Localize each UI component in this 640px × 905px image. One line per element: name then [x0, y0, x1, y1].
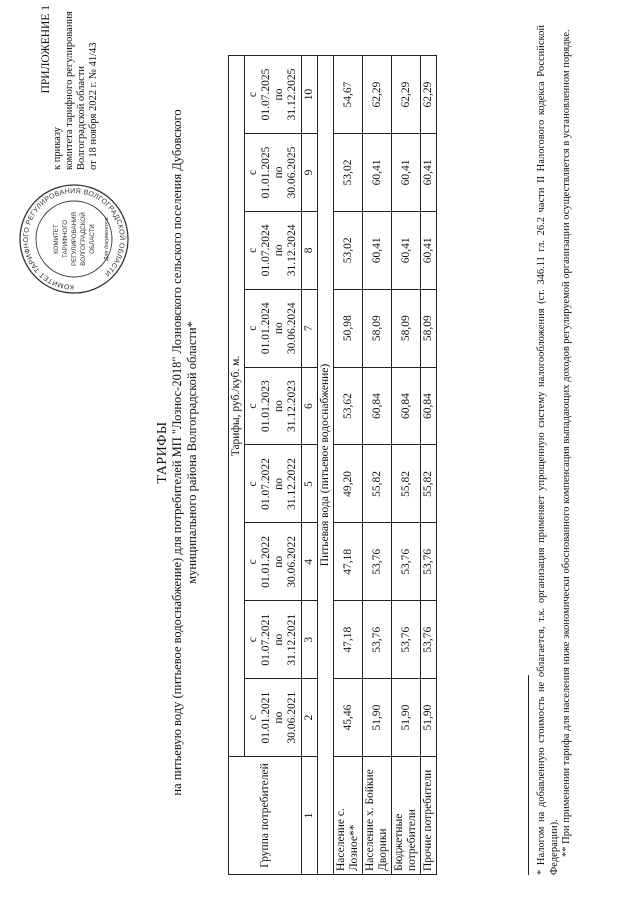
- footnote-separator: [528, 675, 529, 875]
- tariff-value-cell: 58,09: [363, 289, 392, 367]
- tariff-value-cell: 60,41: [421, 134, 437, 212]
- tariff-value-cell: 62,29: [392, 56, 421, 134]
- footnote-vat: * Налогом на добавленную стоимость не облагается, т.к. организация применяет упрощенную систему налогообложения (ст. 346.11 гл. 26.2 части II Налогового кодекса Российской Федерации).: [536, 25, 560, 875]
- period-from: 01.01.2021: [260, 691, 272, 744]
- period-from-label: с: [247, 559, 259, 565]
- annex-title: ПРИЛОЖЕНИЕ 1: [40, 5, 52, 94]
- tariff-value-cell: 53,62: [334, 367, 363, 445]
- table-row: [392, 56, 421, 875]
- tariff-value-cell: 60,84: [392, 367, 421, 445]
- tariff-value-cell: 53,76: [421, 523, 437, 601]
- tariff-value-cell: 53,76: [392, 523, 421, 601]
- tariff-value-cell: 51,90: [421, 679, 437, 757]
- period-from-label: с: [247, 637, 259, 643]
- period-header-cell: [245, 679, 302, 757]
- tariff-value-cell: 50,98: [334, 289, 363, 367]
- period-to-label: по: [273, 88, 285, 101]
- column-number-cell: 5: [302, 445, 318, 523]
- period-header-cell: [245, 289, 302, 367]
- annex-line: к приказу: [52, 127, 63, 170]
- period-from: 01.07.2021: [260, 613, 272, 666]
- seal-center-line: ТАРИФНОГО: [62, 219, 69, 259]
- column-number-cell: 3: [302, 601, 318, 679]
- period-header-cell: [245, 134, 302, 212]
- document-title: ТАРИФЫ: [155, 421, 170, 484]
- column-number-cell: 8: [302, 211, 318, 289]
- period-to: 30.06.2022: [286, 535, 298, 588]
- consumer-group-cell: Бюджетные потребители: [392, 757, 421, 875]
- annex-line: Волгоградской области: [76, 65, 87, 170]
- group-header-cell: Группа потребителей: [229, 757, 302, 875]
- seal-center-line: ОБЛАСТИ: [89, 224, 96, 254]
- seal-center-line: КОМИТЕТ: [53, 224, 60, 254]
- period-header-cell: [245, 523, 302, 601]
- consumer-group-cell: Население с. Лозное**: [334, 757, 363, 875]
- table-row: [363, 56, 392, 875]
- period-to-label: по: [273, 166, 285, 179]
- period-header-cell: [245, 601, 302, 679]
- tariff-value-cell: 60,41: [363, 134, 392, 212]
- tariff-value-cell: 55,82: [421, 445, 437, 523]
- tariff-value-cell: 62,29: [363, 56, 392, 134]
- period-to-label: по: [273, 400, 285, 413]
- period-from: 01.07.2024: [260, 224, 272, 277]
- document-subtitle: муниципального района Волгоградской области*: [185, 321, 199, 584]
- annex-line: комитета тарифного регулирования: [64, 11, 75, 170]
- seal-center-line: ВОЛГОГРАДСКОЙ: [80, 212, 87, 266]
- tariff-value-cell: 60,41: [392, 134, 421, 212]
- tariff-value-cell: 51,90: [363, 679, 392, 757]
- period-from-label: с: [247, 325, 259, 331]
- period-from-label: с: [247, 481, 259, 487]
- period-header-cell: [245, 56, 302, 134]
- tariff-value-cell: 60,84: [421, 367, 437, 445]
- section-title-cell: Питьевая вода (питьевое водоснабжение): [318, 56, 334, 875]
- period-to-label: по: [273, 633, 285, 646]
- tariff-value-cell: 51,90: [392, 679, 421, 757]
- consumer-group-cell: Прочие потребители: [421, 757, 437, 875]
- period-from-label: с: [247, 715, 259, 721]
- tariff-value-cell: 55,82: [392, 445, 421, 523]
- column-number-row: [302, 56, 318, 875]
- period-from-label: с: [247, 403, 259, 409]
- period-from-label: с: [247, 247, 259, 253]
- period-from: 01.07.2022: [260, 458, 272, 510]
- period-from-label: с: [247, 91, 259, 98]
- period-to: 30.06.2024: [286, 302, 298, 355]
- table-row: [421, 56, 437, 875]
- seal-center-line: РЕГУЛИРОВАНИЯ: [71, 211, 78, 267]
- tariff-value-cell: 62,29: [421, 56, 437, 134]
- seal-ring-text: КОМИТЕТ ТАРИФНОГО РЕГУЛИРОВАНИЯ ВОЛГОГРАДСКОЙ ОБЛАСТИ: [22, 187, 126, 291]
- tariff-value-cell: 49,20: [334, 445, 363, 523]
- period-header-cell: [245, 367, 302, 445]
- tariffs-header-cell: Тарифы, руб./куб. м.: [229, 56, 245, 757]
- tariff-value-cell: 58,09: [421, 289, 437, 367]
- table-row: [334, 56, 363, 875]
- tariff-value-cell: 54,67: [334, 56, 363, 134]
- tariff-value-cell: 53,76: [363, 601, 392, 679]
- period-header-cell: [245, 211, 302, 289]
- seal-bottom-text: Для документов: [104, 217, 110, 261]
- tariff-value-cell: 47,18: [334, 523, 363, 601]
- column-number-cell: 2: [302, 679, 318, 757]
- tariff-value-cell: 53,02: [334, 211, 363, 289]
- period-to-label: по: [273, 244, 285, 257]
- column-number-cell: 10: [302, 56, 318, 134]
- footnotes: [536, 25, 574, 875]
- tariff-value-cell: 55,82: [363, 445, 392, 523]
- period-to-label: по: [273, 555, 285, 568]
- column-number-cell: 7: [302, 289, 318, 367]
- period-to: 31.12.2023: [286, 380, 298, 432]
- period-from: 01.01.2024: [260, 302, 272, 355]
- tariff-value-cell: 53,76: [392, 601, 421, 679]
- period-to: 31.12.2025: [286, 68, 298, 121]
- tariff-value-cell: 60,84: [363, 367, 392, 445]
- consumer-group-cell: Население х. Бойкие Дворики: [363, 757, 392, 875]
- period-to: 31.12.2021: [286, 613, 298, 666]
- period-from: 01.01.2023: [260, 380, 272, 432]
- period-header-cell: [245, 445, 302, 523]
- annex-order-date: от 18 ноября 2022 г. № 41/43: [88, 42, 99, 170]
- column-number-cell: 1: [302, 757, 318, 875]
- tariff-value-cell: 53,76: [421, 601, 437, 679]
- period-from-label: с: [247, 169, 259, 175]
- period-from: 01.01.2025: [260, 146, 272, 199]
- annex-reference: [40, 5, 100, 170]
- tariff-value-cell: 53,02: [334, 134, 363, 212]
- column-number-cell: 4: [302, 523, 318, 601]
- tariff-value-cell: 53,76: [363, 523, 392, 601]
- period-from: 01.01.2022: [260, 535, 272, 588]
- period-from: 01.07.2025: [260, 68, 272, 121]
- document-subtitle: на питьевую воду (питьевое водоснабжение) для потребителей МП "Лознос-2018" Лозновского сельского поселения Дубовского: [170, 109, 184, 796]
- column-number-cell: 9: [302, 134, 318, 212]
- period-to-label: по: [273, 711, 285, 724]
- tariff-value-cell: 60,41: [363, 211, 392, 289]
- official-seal: [18, 183, 130, 295]
- tariff-value-cell: 60,41: [392, 211, 421, 289]
- period-to: 30.06.2025: [286, 146, 298, 199]
- tariff-value-cell: 47,18: [334, 601, 363, 679]
- period-to: 31.12.2022: [286, 458, 298, 510]
- period-to-label: по: [273, 477, 285, 490]
- period-header-row: [245, 56, 302, 875]
- period-to-label: по: [273, 322, 285, 335]
- footnote-population: ** При применении тарифа для населения ниже экономически обоснованного компенсация выпадающих доходов регулируемой организации осуществляется в установленном порядке.: [561, 29, 572, 857]
- period-to: 30.06.2021: [286, 691, 298, 744]
- column-number-cell: 6: [302, 367, 318, 445]
- document-heading: [155, 0, 200, 905]
- period-to: 31.12.2024: [286, 224, 298, 277]
- tariff-table: [228, 55, 437, 875]
- tariff-value-cell: 58,09: [392, 289, 421, 367]
- tariff-value-cell: 60,41: [421, 211, 437, 289]
- tariff-value-cell: 45,46: [334, 679, 363, 757]
